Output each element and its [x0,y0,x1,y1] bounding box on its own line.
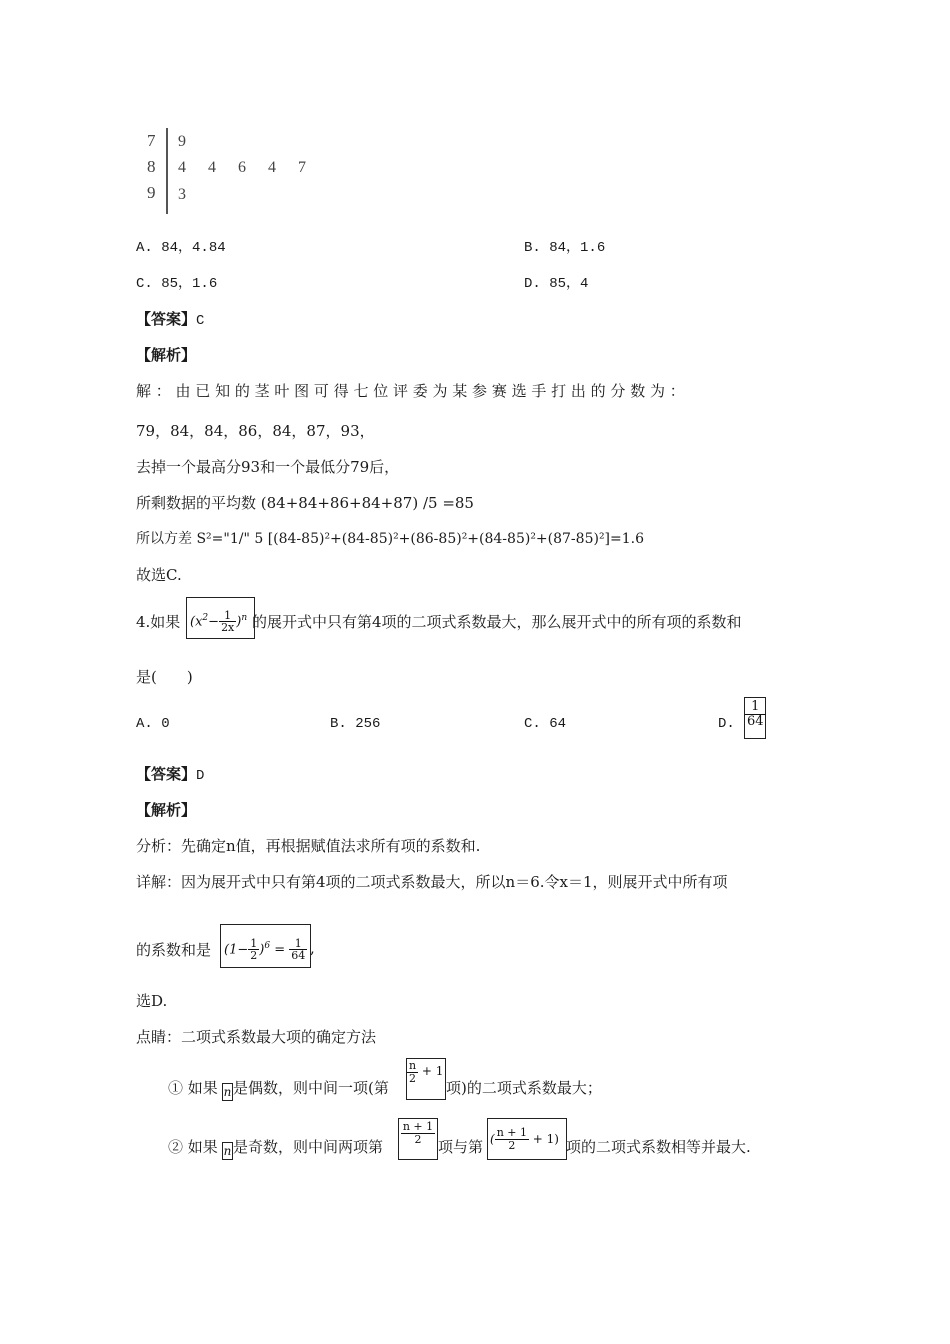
q4-sum-prefix: 的系数和是 [136,941,212,959]
q4-option-d-fraction-image: $\frac{1}{64}$ [744,697,766,739]
q3-option-c: C. 85，1.6 [136,276,218,292]
q3-analysis-line-5: 所以方差 S²="1/" 5 [(84-85)²+(84-85)²+(86-85)²+(84-85)²+(87-85)²]=1.6 [136,531,645,547]
rule-1-part-b: 是偶数，则中间一项(第 [233,1079,389,1097]
rule-1-n-image: n [223,1085,232,1099]
q4-xiangjie: 详解：因为展开式中只有第4项的二项式系数最大，所以n＝6.令x＝1，则展开式中所有项 [136,873,728,891]
rule-2-fraction-2-image: ( $\frac{n + 1}{2}$ + 1) [487,1118,567,1160]
rule-1-part-a: ① 如果 [168,1079,218,1097]
q4-xuan: 选D. [136,992,168,1010]
q4-option-b: B. 256 [330,716,381,732]
q3-option-d: D. 85，4 [524,276,589,292]
q4-option-a: A. 0 [136,716,170,732]
rule-2-n-image: n [223,1144,232,1158]
q4-dianjing: 点睛：二项式系数最大项的确定方法 [136,1028,377,1046]
q4-fenxi: 分析：先确定n值，再根据赋值法求所有项的系数和. [136,837,481,855]
stem-8: 8 [147,157,156,176]
leaves-7: 9 [178,133,195,150]
q3-analysis-label: 【解析】 [136,346,197,364]
q4-sum-expression-image: (1− $\frac{1}{2}$ )$^6$ = $\frac{1}{64}$ [220,924,311,968]
q3-option-b: B. 84，1.6 [524,240,606,256]
q4-option-c: C. 64 [524,716,567,732]
rule-2-part-d: 项的二项式系数相等并最大. [566,1138,751,1156]
q4-sum-suffix: , [310,939,315,957]
q3-answer: 【答案】C [136,310,205,329]
q4-expression-image: ($x^2-$ $\frac{1}{2x}$ )$^n$ [186,597,255,639]
rule-2-part-c: 项与第 [438,1138,484,1156]
leaves-8: 4 4 6 4 7 [178,159,315,176]
rule-2-part-a: ② 如果 [168,1138,218,1156]
q4-option-d: D. [718,716,735,732]
q4-prefix: 4.如果 [136,613,181,631]
leaves-9: 3 [178,186,195,203]
q3-analysis-line-4: 所剩数据的平均数 (84+84+86+84+87) /5 =85 [136,494,474,512]
q4-suffix: 的展开式中只有第4项的二项式系数最大，那么展开式中的所有项的系数和 [252,613,742,631]
rule-2-part-b: 是奇数，则中间两项第 [233,1138,384,1156]
q4-analysis-label: 【解析】 [136,801,197,819]
q3-analysis-line-1: 解 ： 由 已 知 的 茎 叶 图 可 得 七 位 评 委 为 某 参 赛 选 手 打 出 的 分 数 为 ： [136,382,685,400]
stem-9: 9 [147,183,156,202]
rule-2-fraction-1-image: $\frac{n + 1}{2}$ [398,1118,438,1160]
stem-divider [166,128,168,214]
q3-analysis-line-3: 去掉一个最高分93和一个最低分79后， [136,458,400,476]
q3-analysis-line-2: 79，84，84，86，84，87，93， [136,422,375,440]
rule-1-part-c: 项)的二项式系数最大； [446,1079,602,1097]
q3-analysis-line-6: 故选C. [136,566,182,584]
q4-answer: 【答案】D [136,765,205,784]
q4-line-2: 是( ) [136,668,193,686]
stem-7: 7 [147,131,156,150]
q3-option-a: A. 84，4.84 [136,240,226,256]
rule-1-fraction-image: $\frac{n}{2}$ + 1 [406,1058,446,1100]
